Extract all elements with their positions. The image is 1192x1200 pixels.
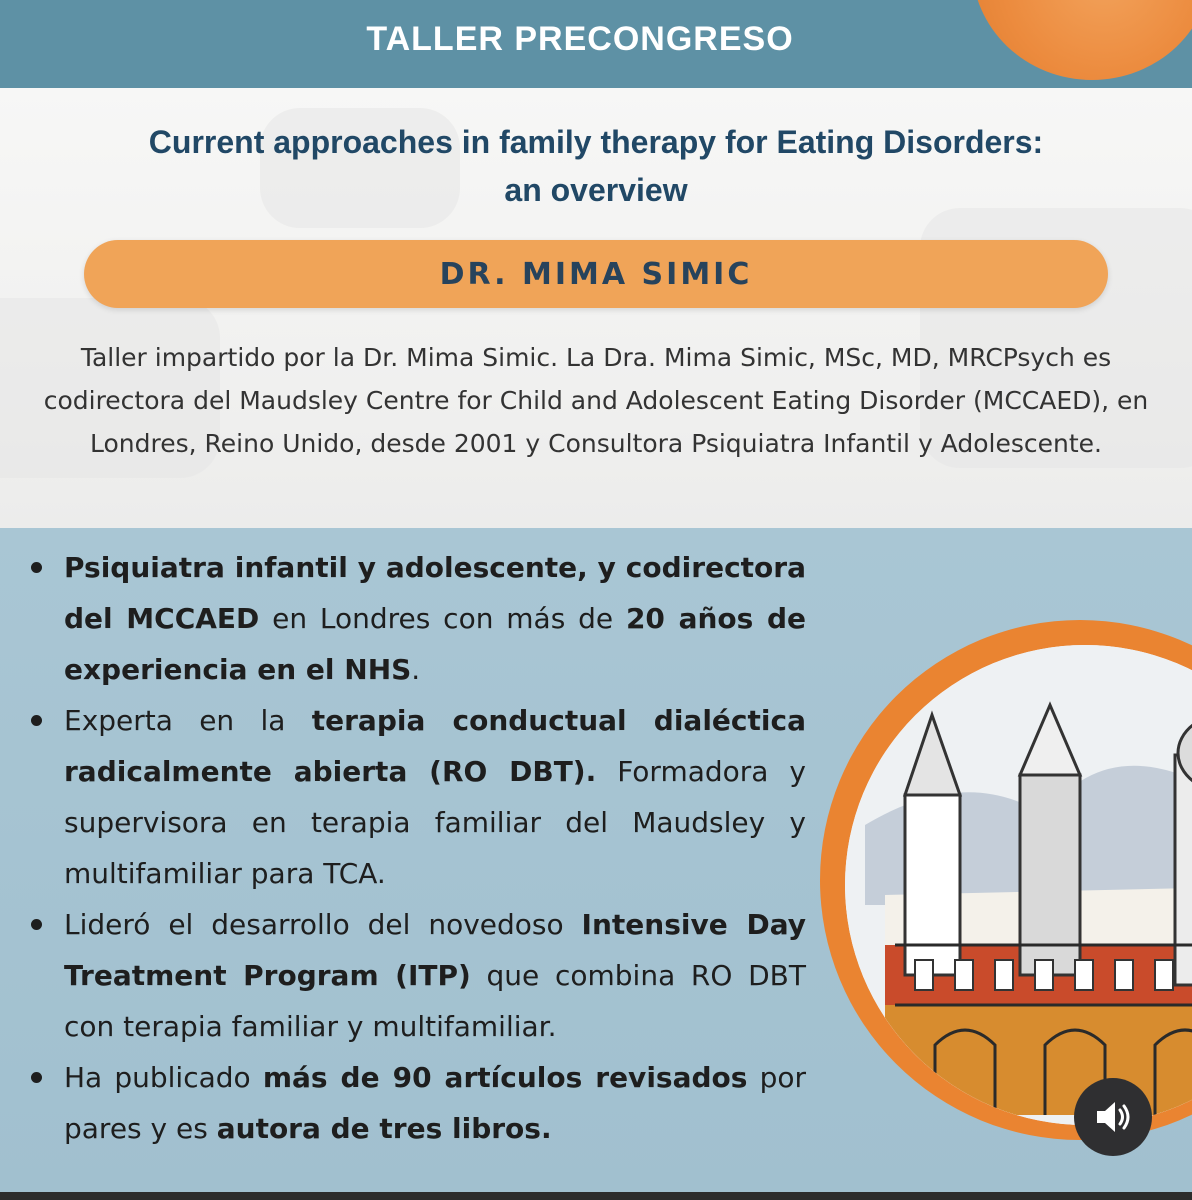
workshop-title-line2: an overview bbox=[504, 172, 688, 208]
bullet-bold-text: 20 años de experiencia en el NHS bbox=[64, 602, 806, 686]
bullet-item bbox=[26, 899, 806, 1052]
sound-toggle-button[interactable] bbox=[1074, 1078, 1152, 1156]
bullet-bold-text: Psiquiatra infantil y adolescente, y codirectora del MCCAED bbox=[64, 551, 806, 635]
bullet-dot-icon bbox=[31, 562, 42, 573]
bullet-bold-text: autora de tres libros bbox=[216, 1112, 541, 1145]
speaker-name-pill bbox=[84, 240, 1108, 308]
city-building-drawing bbox=[845, 645, 1192, 1125]
bullet-bold-text: Intensive Day Treatment Program (ITP) bbox=[64, 908, 806, 992]
speaker-intro: Taller impartido por la Dr. Mima Simic. La Dra. Mima Simic, MSc, MD, MRCPsych es codirectora del Maudsley Centre for Child and Adolescent Eating Disorder (MCCAED), en Londres, Reino Unido, desde 2001 y Consultora Psiquiatra Infantil y Adolescente. bbox=[43, 343, 1149, 458]
bottom-edge-bar bbox=[0, 1192, 1192, 1200]
bullet-dot-icon bbox=[31, 715, 42, 726]
header-title: TALLER PRECONGRESO bbox=[366, 20, 794, 58]
bullet-item bbox=[26, 1052, 806, 1154]
workshop-title-line1: Current approaches in family therapy for Eating Disorders: bbox=[148, 124, 1044, 160]
bullet-text: que combina RO DBT con terapia familiar y multifamiliar. bbox=[64, 959, 806, 1043]
city-building-illustration bbox=[845, 645, 1192, 1125]
speaker-volume-icon bbox=[1093, 1099, 1133, 1135]
bullet-text: por pares y es bbox=[64, 1061, 806, 1145]
bullet-dot-icon bbox=[31, 919, 42, 930]
bullet-text: . bbox=[411, 653, 421, 686]
speaker-name: DR. MIMA SIMIC bbox=[439, 257, 753, 292]
bullet-text: Formadora y supervisora en terapia familiar del Maudsley y multifamiliar para TCA. bbox=[64, 755, 806, 890]
bullet-text: en Londres con más de bbox=[259, 602, 626, 635]
bullet-bold-text: . bbox=[540, 1112, 552, 1145]
bullet-item bbox=[26, 542, 806, 695]
bullet-dot-icon bbox=[31, 1072, 42, 1083]
bullet-bold-text: terapia conductual dialéctica radicalmente abierta (RO DBT). bbox=[64, 704, 806, 788]
bullet-text: Lideró el desarrollo del novedoso bbox=[64, 908, 582, 941]
workshop-title bbox=[80, 118, 1112, 214]
bio-bullet-list bbox=[26, 542, 806, 1154]
bullet-text: Ha publicado bbox=[64, 1061, 263, 1094]
bullet-bold-text: más de 90 artículos revisados bbox=[262, 1061, 748, 1094]
bullet-item bbox=[26, 695, 806, 899]
bullet-text: Experta en la bbox=[64, 704, 312, 737]
